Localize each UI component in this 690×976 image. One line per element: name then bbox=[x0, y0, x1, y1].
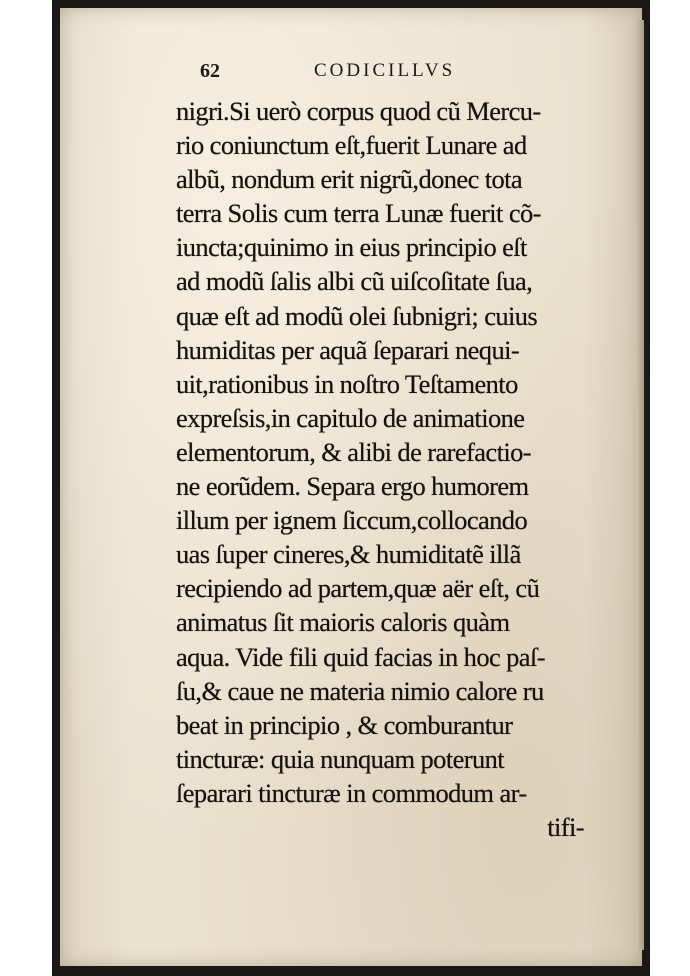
text-line: tincturæ: quia nunquam poterunt bbox=[176, 743, 505, 774]
text-line: ad modũ ſalis albi cũ uiſcoſitate ſua, bbox=[176, 266, 533, 297]
text-line: expreſsis,in capitulo de animatione bbox=[176, 402, 525, 433]
text-line: terra Solis cum terra Lunæ fuerit cõ- bbox=[176, 198, 541, 229]
page-edge bbox=[636, 20, 644, 950]
text-line: animatus ſit maioris caloris quàm bbox=[176, 607, 510, 638]
text-line: nigri.Si uerò corpus quod cũ Mercu- bbox=[176, 96, 541, 126]
text-line: ſeparari tincturæ in commodum ar- bbox=[176, 777, 527, 808]
text-line: quæ eſt ad modũ olei ſubnigri; cuius bbox=[176, 300, 538, 331]
page-number: 62 bbox=[200, 60, 220, 82]
text-line: ne eorũdem. Separa ergo humorem bbox=[176, 471, 529, 502]
text-line: albũ, nondum erit nigrũ,donec tota bbox=[176, 164, 523, 195]
catchword: tifi- bbox=[547, 811, 584, 842]
body-text bbox=[176, 94, 604, 844]
page-header bbox=[200, 60, 500, 86]
text-line: uit,rationibus in noſtro Teſtamento bbox=[176, 368, 518, 399]
text-line: ſu,& caue ne materia nimio calore ru bbox=[176, 675, 544, 706]
text-line: recipiendo ad partem,quæ aër eſt, cũ bbox=[176, 573, 540, 604]
text-line: uas ſuper cineres,& humiditatẽ illã bbox=[176, 539, 521, 570]
text-line: rio coniunctum eſt,fuerit Lunare ad bbox=[176, 130, 527, 161]
text-line: iuncta;quinimo in eius principio eſt bbox=[176, 232, 527, 263]
text-line: beat in principio , & comburantur bbox=[176, 709, 513, 740]
text-line: illum per ignem ſiccum,collocando bbox=[176, 505, 528, 536]
text-line: aqua. Vide fili quid facias in hoc paſ- bbox=[176, 641, 545, 672]
running-title: CODICILLVS bbox=[314, 60, 456, 81]
text-line: humiditas per aquã ſeparari nequi- bbox=[176, 334, 520, 365]
text-line: elementorum, & alibi de rarefactio- bbox=[176, 436, 531, 467]
